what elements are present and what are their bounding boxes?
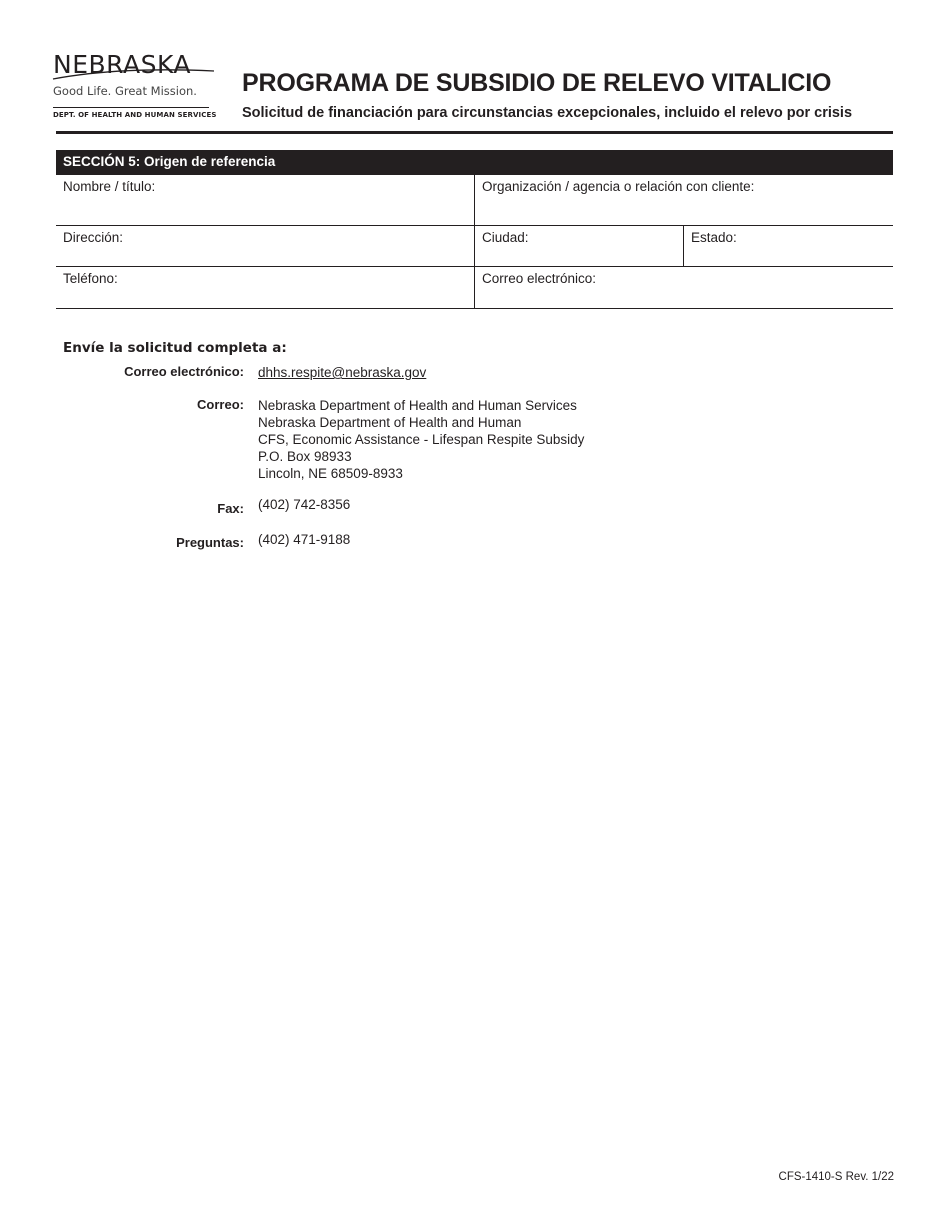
header-divider	[56, 131, 893, 134]
swoosh-icon	[51, 62, 216, 84]
logo-divider	[53, 107, 209, 108]
email-label: Correo electrónico:	[124, 364, 244, 379]
logo-department: DEPT. OF HEALTH AND HUMAN SERVICES	[53, 111, 217, 119]
page-subtitle: Solicitud de financiación para circunstancias excepcionales, incluido el relevo por crisis	[242, 105, 853, 121]
fax-value: (402) 742-8356	[258, 497, 351, 512]
submit-fax-row	[0, 496, 700, 516]
city-field[interactable]: Ciudad:	[474, 226, 683, 266]
email-field[interactable]: Correo electrónico:	[474, 267, 893, 308]
page-title: PROGRAMA DE SUBSIDIO DE RELEVO VITALICIO	[242, 69, 832, 97]
form-row	[56, 226, 893, 267]
logo-wordmark: NEBRASKA	[53, 50, 218, 80]
referral-form-grid	[56, 175, 893, 309]
address-line: Nebraska Department of Health and Human Services	[258, 398, 577, 413]
questions-value: (402) 471-9188	[258, 532, 351, 547]
questions-label: Preguntas:	[176, 535, 244, 550]
fax-label: Fax:	[217, 501, 244, 516]
phone-field[interactable]: Teléfono:	[63, 271, 118, 286]
address-field[interactable]: Dirección:	[63, 230, 124, 245]
name-title-field[interactable]: Nombre / título:	[63, 179, 156, 194]
submit-questions-row	[0, 531, 700, 550]
section-heading: SECCIÓN 5: Origen de referencia	[56, 150, 893, 175]
mail-address	[258, 397, 584, 482]
logo-tagline: Good Life. Great Mission.	[53, 84, 197, 98]
mail-label: Correo:	[197, 397, 244, 412]
organization-field[interactable]: Organización / agencia o relación con cliente:	[474, 175, 893, 225]
address-line: P.O. Box 98933	[258, 449, 352, 464]
form-id: CFS-1410-S Rev. 1/22	[778, 1171, 894, 1183]
state-field[interactable]: Estado:	[683, 226, 893, 266]
submit-mail-row	[0, 397, 700, 482]
address-line: Nebraska Department of Health and Human	[258, 415, 522, 430]
submit-heading: Envíe la solicitud completa a:	[63, 340, 287, 356]
email-link[interactable]: dhhs.respite@nebraska.gov	[258, 365, 427, 380]
submit-email-row	[0, 364, 700, 381]
form-row	[56, 175, 893, 226]
form-row	[56, 267, 893, 309]
nebraska-dhhs-logo	[53, 50, 218, 119]
address-line: Lincoln, NE 68509-8933	[258, 466, 403, 481]
address-line: CFS, Economic Assistance - Lifespan Respite Subsidy	[258, 432, 585, 447]
